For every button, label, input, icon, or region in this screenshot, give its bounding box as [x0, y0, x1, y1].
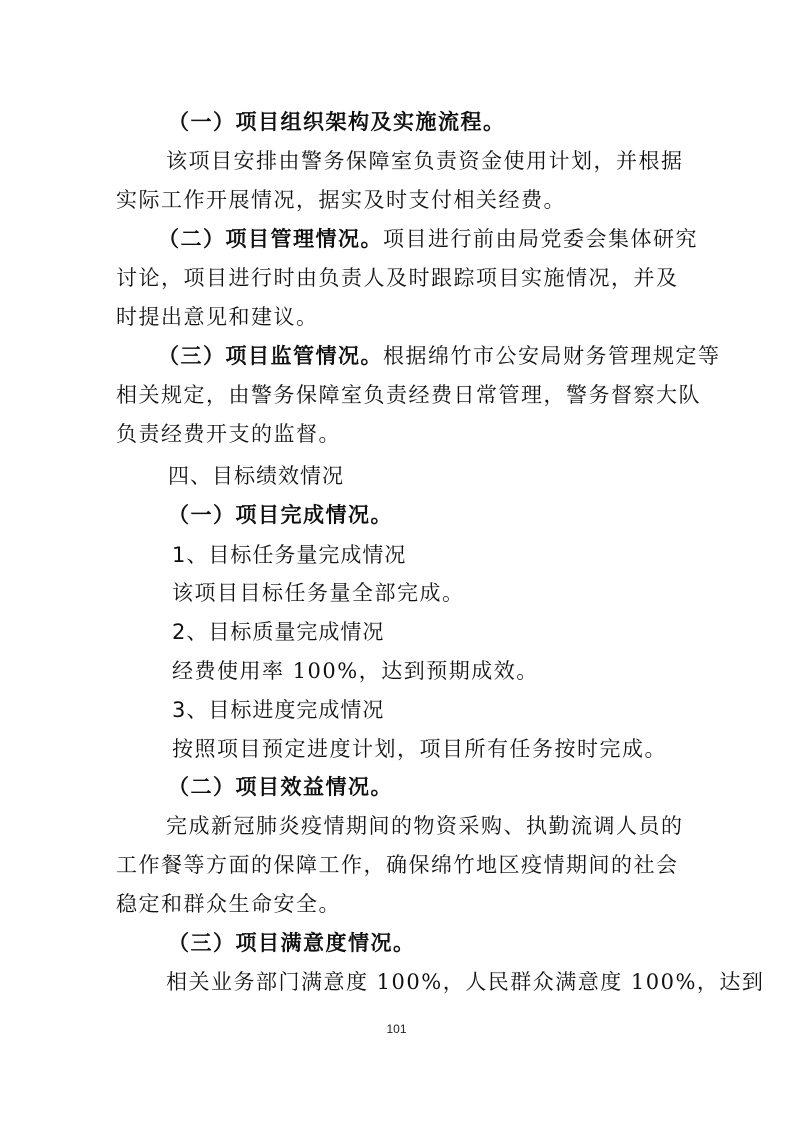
paragraph-line: 讨论，项目进行时由负责人及时跟踪项目实施情况，并及 [116, 266, 679, 290]
item-title-quality: 2、目标质量完成情况 [172, 620, 385, 644]
paragraph-line: 时提出意见和建议。 [116, 305, 319, 329]
section-heading-organization: （一）项目组织架构及实施流程。 [168, 109, 506, 134]
paragraph-line: 该项目安排由警务保障室负责资金使用计划，并根据 [166, 149, 684, 173]
paragraph-supervision [158, 341, 721, 371]
paragraph-text: 根据绵竹市公安局财务管理规定等 [383, 344, 721, 368]
paragraph-line: 实际工作开展情况，据实及时支付相关经费。 [116, 188, 566, 212]
paragraph-line: 相关规定，由警务保障室负责经费日常管理，警务督察大队 [116, 383, 701, 407]
paragraph-line: 相关业务部门满意度 100%，人民群众满意度 100%，达到 [166, 970, 765, 994]
item-text: 按照项目预定进度计划，项目所有任务按时完成。 [172, 737, 667, 761]
subsection-heading-satisfaction: （三）项目满意度情况。 [168, 930, 416, 955]
page-number: 101 [386, 1022, 407, 1036]
item-text: 该项目目标任务量全部完成。 [172, 581, 465, 605]
paragraph-line: 稳定和群众生命安全。 [116, 892, 341, 916]
paragraph-line: 负责经费开支的监督。 [116, 422, 341, 446]
section-heading-supervision: （三）项目监管情况。 [158, 343, 383, 368]
paragraph-management [158, 224, 698, 254]
paragraph-line: 完成新冠肺炎疫情期间的物资采购、执勤流调人员的 [166, 814, 684, 838]
subsection-heading-benefits: （二）项目效益情况。 [168, 774, 393, 799]
paragraph-line: 工作餐等方面的保障工作，确保绵竹地区疫情期间的社会 [116, 853, 679, 877]
item-title-task-volume: 1、目标任务量完成情况 [172, 543, 407, 567]
item-text: 经费使用率 100%，达到预期成效。 [172, 659, 539, 683]
section-heading-management: （二）项目管理情况。 [158, 226, 383, 251]
subsection-heading-completion: （一）项目完成情况。 [168, 502, 393, 527]
section-title-performance: 四、目标绩效情况 [168, 464, 344, 488]
item-title-progress: 3、目标进度完成情况 [172, 698, 385, 722]
paragraph-text: 项目进行前由局党委会集体研究 [383, 227, 698, 251]
